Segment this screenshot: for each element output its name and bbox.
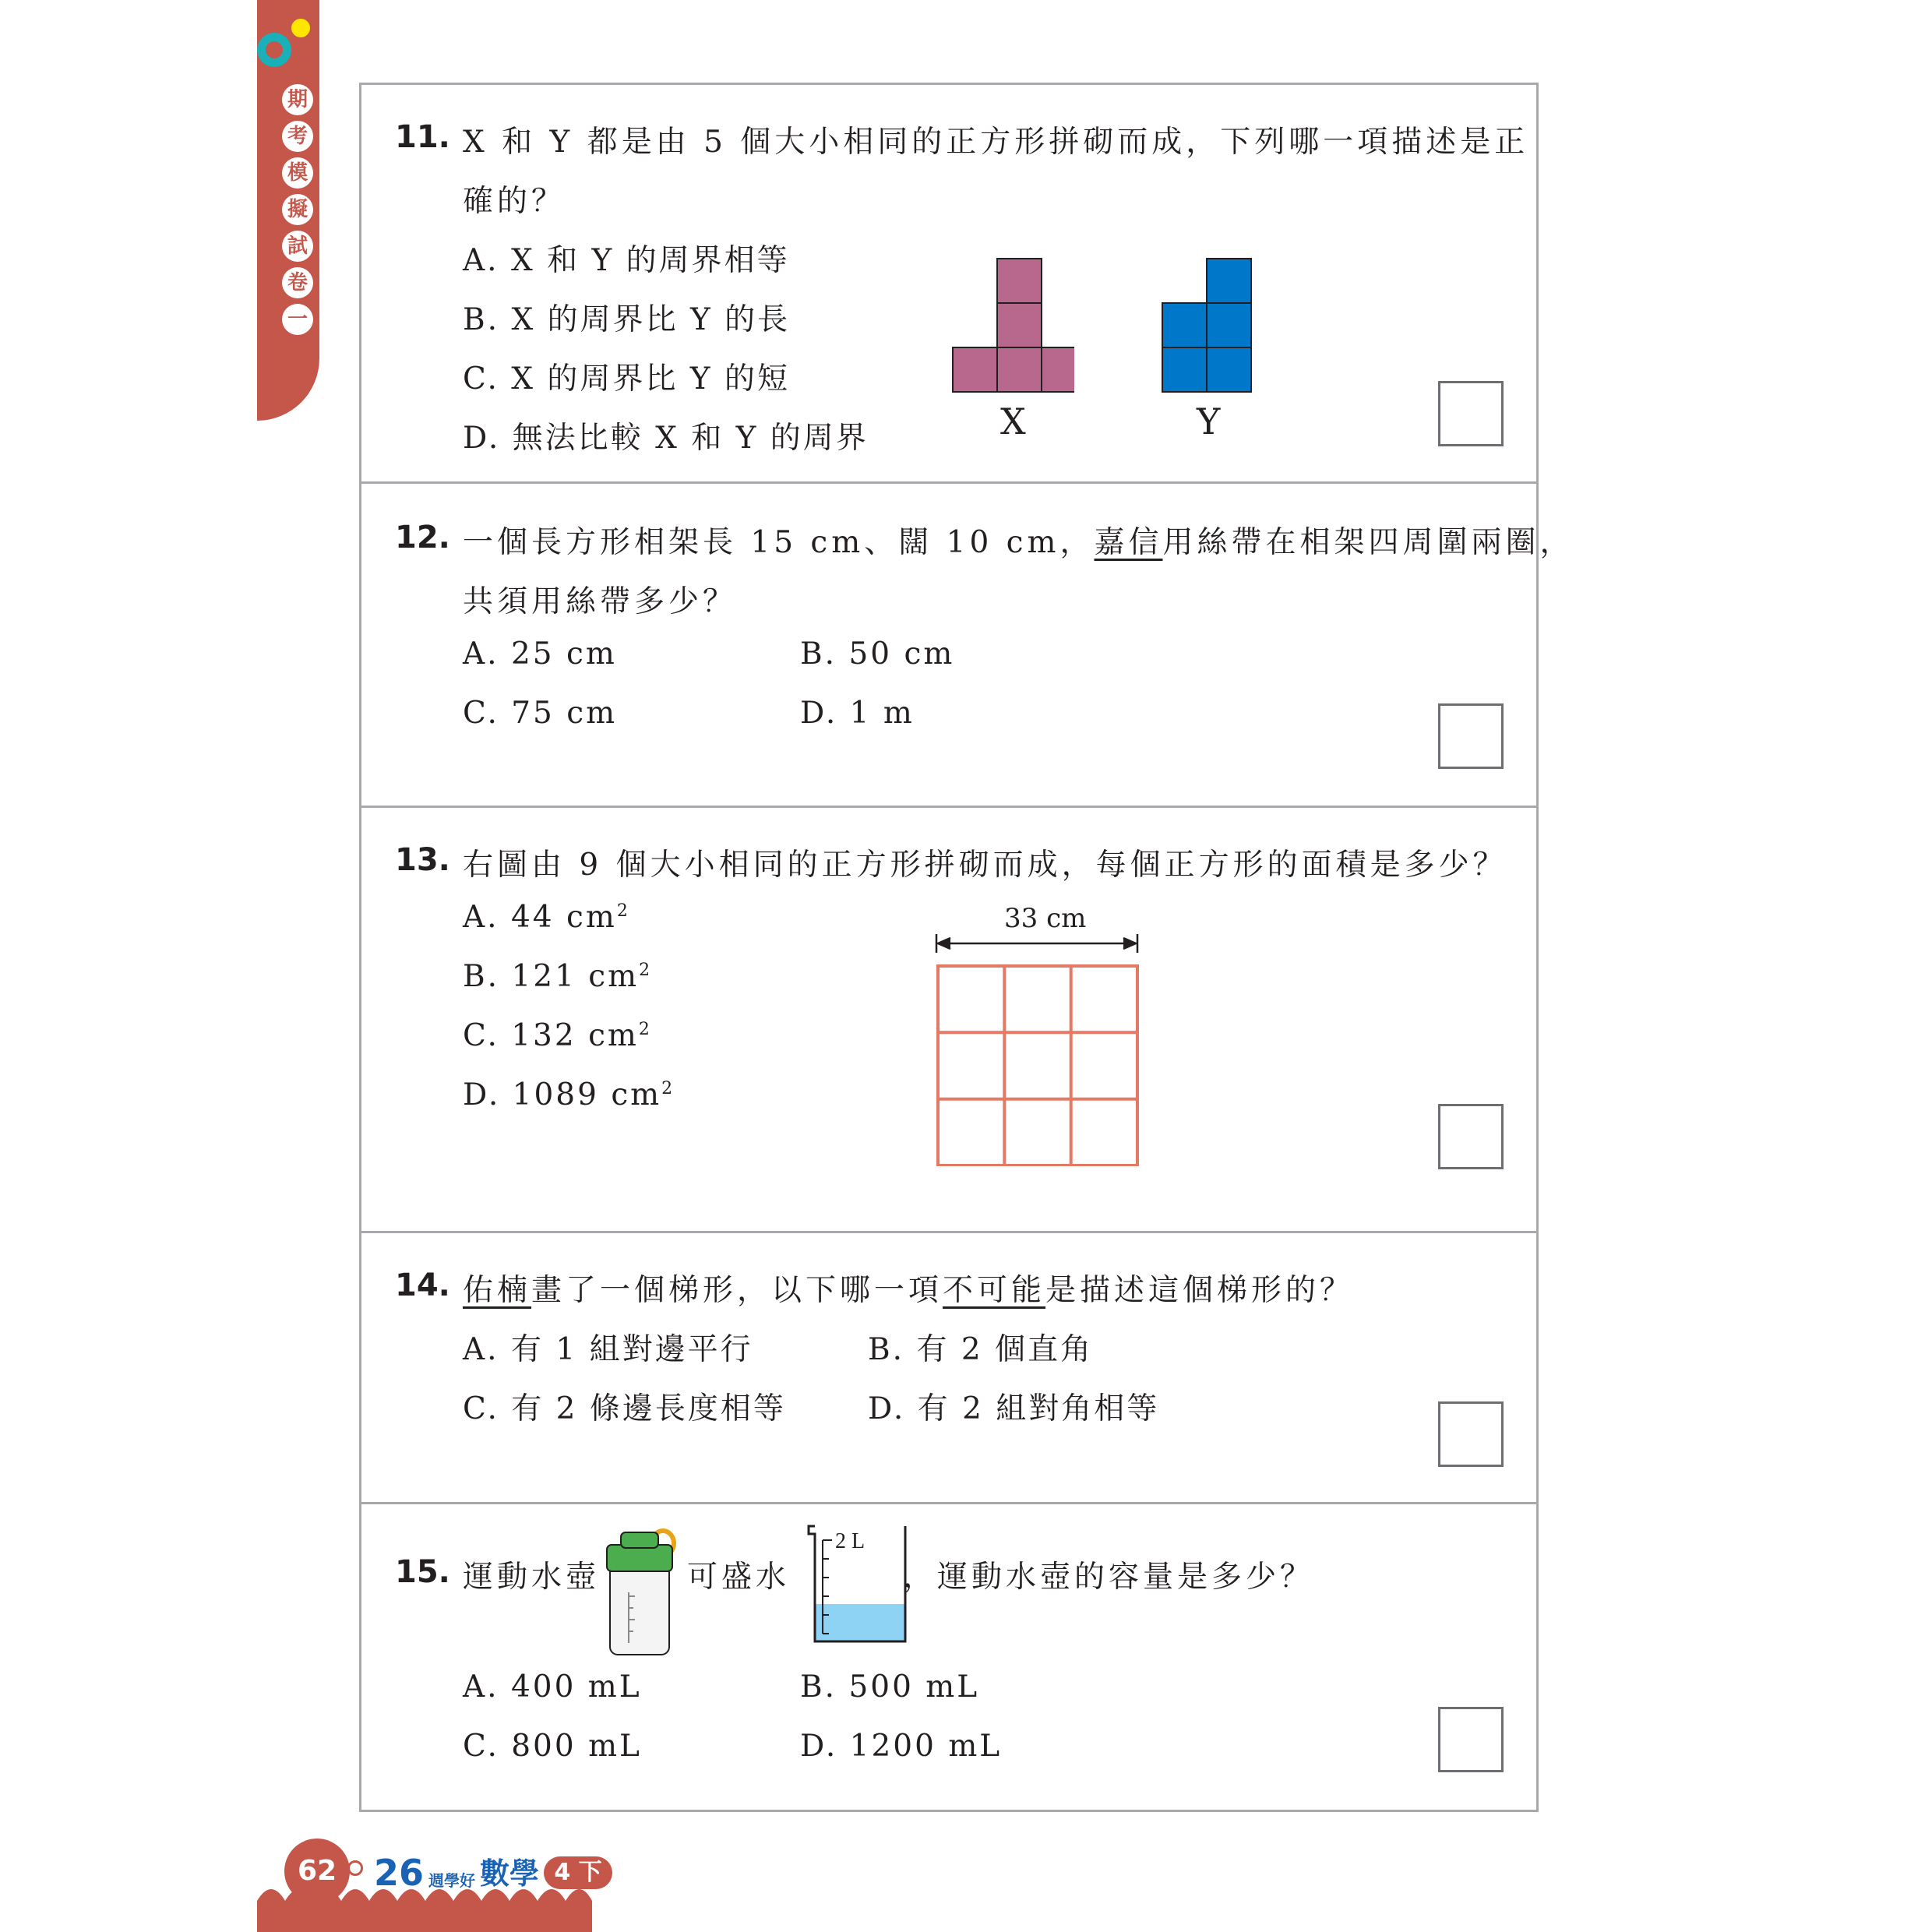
- option-superscript: 2: [639, 961, 653, 980]
- answer-box[interactable]: [1438, 1401, 1504, 1467]
- question-text-part: 畫了一個梯形，以下哪一項: [531, 1273, 943, 1308]
- question-15: [361, 1504, 1536, 1810]
- questions-panel: [359, 83, 1574, 1812]
- brand-logo: [374, 1852, 540, 1894]
- option-a[interactable]: A. X 和 Y 的周界相等: [463, 243, 790, 278]
- person-name: 佑楠: [463, 1273, 532, 1308]
- section-title: [282, 84, 313, 335]
- shape-y: [1162, 259, 1251, 392]
- grid-figure: [930, 933, 1148, 1166]
- answer-box[interactable]: [1438, 1104, 1504, 1169]
- shape-y-label: Y: [1197, 400, 1221, 442]
- option-d[interactable]: D. 1 m: [800, 696, 915, 731]
- option-text: B. 121 cm: [463, 959, 640, 994]
- option-d[interactable]: D. 有 2 組對角相等: [868, 1391, 1160, 1426]
- option-a[interactable]: A. 25 cm: [463, 636, 617, 672]
- brand-subject: 數學: [480, 1856, 540, 1891]
- grade-badge: 4 下: [544, 1856, 612, 1889]
- shape-y-figure: [1160, 256, 1261, 397]
- question-number: 12.: [395, 520, 450, 555]
- section-title-char: 擬: [282, 194, 313, 225]
- option-d[interactable]: D. 1200 mL: [800, 1729, 1003, 1764]
- page-number: 62: [284, 1839, 350, 1904]
- shape-x-label: X: [1000, 400, 1026, 442]
- shape-x-figure: [950, 256, 1074, 397]
- beaker-water: [815, 1604, 905, 1641]
- question-14: [361, 1233, 1536, 1504]
- water-bottle-icon: [601, 1526, 679, 1662]
- answer-box[interactable]: [1438, 1707, 1504, 1772]
- question-number: 14.: [395, 1267, 450, 1303]
- option-c[interactable]: C. X 的周界比 Y 的短: [463, 361, 790, 397]
- beaker-figure: [798, 1523, 907, 1648]
- section-title-char: 考: [282, 121, 313, 152]
- option-b[interactable]: B. X 的周界比 Y 的長: [463, 302, 791, 337]
- question-11: [361, 85, 1536, 484]
- question-text: X 和 Y 都是由 5 個大小相同的正方形拼砌而成，下列哪一項描述是正: [463, 125, 1529, 160]
- option-text: C. 132 cm: [463, 1018, 639, 1053]
- option-c[interactable]: [463, 1018, 652, 1053]
- question-number: 15.: [395, 1554, 450, 1590]
- brand-subtitle: 週學好: [428, 1871, 476, 1890]
- logo-ring-icon: [257, 33, 291, 67]
- question-number: 11.: [395, 119, 450, 155]
- logo-dot-icon: [291, 19, 310, 37]
- shape-x: [953, 259, 1074, 392]
- question-text: 可盛水: [687, 1560, 791, 1595]
- option-a[interactable]: A. 有 1 組對邊平行: [463, 1332, 753, 1367]
- option-a[interactable]: A. 400 mL: [463, 1669, 642, 1705]
- question-text: [463, 1266, 1354, 1310]
- section-title-char: 試: [282, 231, 313, 262]
- brand-number: 26: [374, 1852, 425, 1894]
- option-superscript: 2: [616, 901, 630, 921]
- question-number: 13.: [395, 842, 450, 878]
- beaker-label: 2 L: [835, 1529, 866, 1553]
- square-grid: [938, 966, 1137, 1165]
- option-superscript: 2: [638, 1020, 652, 1039]
- option-b[interactable]: B. 有 2 個直角: [868, 1332, 1094, 1367]
- question-text-part: 用絲帶在相架四周圍兩圈，: [1162, 525, 1574, 560]
- option-c[interactable]: C. 800 mL: [463, 1729, 642, 1764]
- option-b[interactable]: B. 50 cm: [800, 636, 955, 672]
- section-title-char: 一: [282, 304, 313, 335]
- answer-box[interactable]: [1438, 703, 1504, 769]
- question-text: [463, 518, 1574, 562]
- option-c[interactable]: C. 75 cm: [463, 696, 618, 731]
- emphasis-text: 不可能: [943, 1273, 1046, 1308]
- question-text-part: 一個長方形相架長 15 cm、闊 10 cm，: [463, 525, 1095, 560]
- question-text: ，運動水壺的容量是多少？: [903, 1560, 1315, 1595]
- option-superscript: 2: [661, 1079, 675, 1098]
- question-12: [361, 484, 1574, 808]
- option-text: A. 44 cm: [463, 900, 617, 935]
- option-d[interactable]: [463, 1077, 675, 1112]
- section-title-char: 卷: [282, 267, 313, 298]
- option-b[interactable]: B. 500 mL: [800, 1669, 980, 1705]
- option-text: D. 1089 cm: [463, 1077, 662, 1112]
- dimension-label: 33 cm: [1004, 903, 1087, 934]
- option-a[interactable]: [463, 900, 630, 935]
- page-ring-icon: [347, 1860, 363, 1876]
- dimension-arrow: [936, 934, 1137, 953]
- person-name: 嘉信: [1094, 525, 1163, 560]
- question-text: 右圖由 9 個大小相同的正方形拼砌而成，每個正方形的面積是多少？: [463, 848, 1507, 883]
- section-title-char: 模: [282, 157, 313, 189]
- option-c[interactable]: C. 有 2 條邊長度相等: [463, 1391, 786, 1426]
- question-text: 共須用絲帶多少？: [463, 584, 738, 619]
- question-13: [361, 808, 1536, 1233]
- option-d[interactable]: D. 無法比較 X 和 Y 的周界: [463, 421, 869, 456]
- answer-box[interactable]: [1438, 381, 1504, 446]
- question-text: 確的？: [463, 184, 566, 219]
- question-text-part: 是描述這個梯形的？: [1045, 1273, 1355, 1308]
- option-b[interactable]: [463, 959, 652, 994]
- question-text: 運動水壺: [463, 1560, 601, 1595]
- section-title-char: 期: [282, 84, 313, 115]
